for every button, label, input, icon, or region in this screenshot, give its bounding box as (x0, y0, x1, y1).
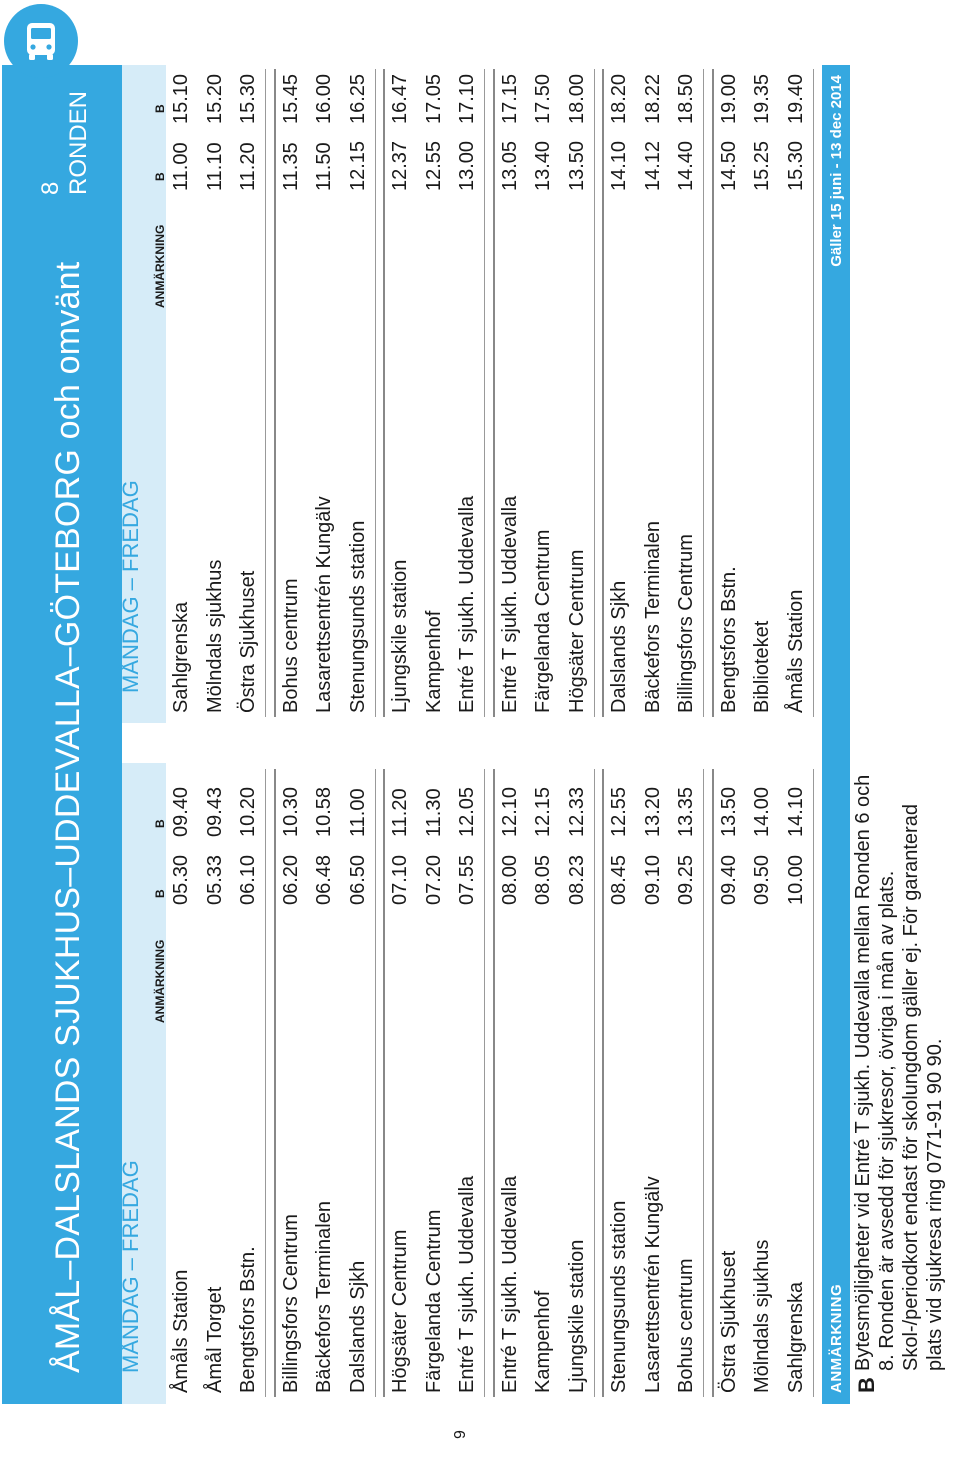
table-row (642, 73, 674, 713)
departure-time-1: 11.20 (237, 142, 259, 191)
row-divider (484, 69, 485, 717)
table-row (718, 73, 750, 713)
stop-name: Dalslands Sjkh (346, 1260, 369, 1393)
stop-name: Biblioteket (751, 620, 773, 713)
stop-name: Entré T sjukh. Uddevalla (456, 1175, 478, 1393)
departure-time-1: 15.30 (784, 140, 807, 191)
stop-name: Mölndals sjukhus (203, 559, 226, 713)
departure-time-1: 11.50 (313, 142, 335, 191)
departure-time-1: 09.50 (751, 854, 773, 905)
row-divider (594, 69, 595, 717)
right-col-b2: B (153, 104, 167, 113)
table-row (170, 73, 202, 713)
departure-time-1: 12.55 (422, 140, 445, 191)
departure-time-1: 07.10 (389, 854, 411, 905)
group-divider (602, 69, 604, 717)
departure-time-2: 11.30 (422, 788, 445, 837)
row-divider (484, 769, 485, 1397)
departure-time-1: 08.45 (608, 854, 630, 905)
departure-time-1: 07.55 (456, 854, 478, 905)
row-divider (375, 69, 376, 717)
departure-time-1: 15.25 (751, 140, 773, 191)
group-divider (274, 769, 276, 1397)
stop-name: Stenungsunds station (608, 1200, 630, 1393)
table-row (313, 773, 345, 1393)
table-row (170, 773, 202, 1393)
departure-time-2: 10.20 (237, 786, 259, 837)
departure-time-1: 12.15 (346, 140, 369, 191)
left-col-remark: ANMÄRKNING (153, 939, 167, 1023)
stop-name: Bengtsfors Bstn. (717, 566, 740, 713)
left-col-b2: B (153, 819, 167, 828)
departure-time-1: 11.10 (203, 142, 226, 191)
departure-time-2: 16.00 (313, 73, 335, 124)
departure-time-2: 18.20 (608, 73, 630, 124)
stop-name: Billingsfors Centrum (279, 1214, 302, 1393)
stop-name: Bäckefors Terminalen (313, 1201, 335, 1393)
left-day-label: MÅNDAG – FREDAG (118, 1160, 143, 1373)
table-row (389, 773, 421, 1393)
group-divider (274, 69, 276, 717)
table-row (718, 773, 750, 1393)
right-col-b1: B (153, 172, 167, 181)
stop-name: Sahlgrenska (170, 601, 192, 713)
row-divider (375, 769, 376, 1397)
table-row (313, 73, 345, 713)
note-key: B (854, 1377, 879, 1393)
departure-time-2: 15.20 (203, 73, 226, 124)
notes-title: ANMÄRKNING (827, 1283, 845, 1393)
departure-time-2: 11.20 (389, 788, 411, 837)
departure-time-1: 10.00 (784, 854, 807, 905)
departure-time-2: 17.10 (456, 73, 478, 124)
group-divider (493, 769, 495, 1397)
stop-name: Östra Sjukhuset (237, 570, 259, 713)
departure-time-2: 18.00 (565, 73, 588, 124)
stop-name: Sahlgrenska (784, 1281, 807, 1393)
departure-time-2: 10.30 (279, 786, 302, 837)
table-row (423, 773, 455, 1393)
departure-time-2: 12.33 (565, 786, 588, 837)
departure-time-2: 11.00 (346, 788, 369, 837)
departure-time-1: 14.10 (608, 140, 630, 191)
table-row (499, 73, 531, 713)
departure-time-2: 18.50 (675, 73, 697, 124)
departure-time-1: 13.05 (498, 140, 521, 191)
table-row (608, 773, 640, 1393)
table-row (608, 73, 640, 713)
note-line: Bytesmöjligheter vid Entré T sjukh. Uddevalla mellan Ronden 6 och (852, 774, 874, 1371)
departure-time-1: 13.00 (456, 140, 478, 191)
page-number: 9 (452, 1430, 469, 1439)
departure-time-2: 12.15 (532, 786, 554, 837)
departure-time-2: 16.25 (346, 73, 369, 124)
note-line: Skol-/periodkort endast för skolungdom gäller ej. För garanterad (900, 804, 922, 1371)
stop-name: Ljungskile station (389, 559, 411, 713)
stop-name: Ljungskile station (565, 1239, 588, 1393)
stop-name: Östra Sjukhuset (717, 1250, 740, 1393)
departure-time-2: 13.20 (641, 786, 664, 837)
table-row (499, 773, 531, 1393)
departure-time-1: 13.50 (565, 140, 588, 191)
row-divider (813, 769, 814, 1397)
stop-name: Kampenhof (532, 1290, 554, 1393)
validity-period: Gäller 15 juni - 13 dec 2014 (827, 75, 845, 267)
departure-time-1: 09.25 (675, 854, 697, 905)
departure-time-2: 13.50 (717, 786, 740, 837)
stop-name: Kampenhof (422, 610, 445, 713)
departure-time-2: 12.10 (498, 786, 521, 837)
departure-time-2: 19.40 (784, 73, 807, 124)
right-col-remark: ANMÄRKNING (153, 224, 167, 308)
row-divider (703, 69, 704, 717)
departure-time-2: 13.35 (675, 786, 697, 837)
departure-time-2: 19.35 (751, 73, 773, 124)
departure-time-1: 05.33 (203, 854, 226, 905)
departure-time-2: 17.50 (532, 73, 554, 124)
stop-name: Entré T sjukh. Uddevalla (456, 495, 478, 713)
departure-time-2: 15.30 (237, 73, 259, 124)
departure-time-1: 11.35 (279, 142, 302, 191)
departure-time-2: 15.10 (170, 73, 192, 124)
departure-time-1: 09.40 (717, 854, 740, 905)
stop-name: Entré T sjukh. Uddevalla (498, 495, 521, 713)
table-row (532, 773, 564, 1393)
stop-name: Mölndals sjukhus (751, 1239, 773, 1393)
stop-name: Färgelanda Centrum (422, 1209, 445, 1393)
row-divider (813, 69, 814, 717)
departure-time-1: 14.50 (717, 140, 740, 191)
departure-time-1: 06.50 (346, 854, 369, 905)
stop-name: Bengtsfors Bstn. (237, 1246, 259, 1393)
stop-name: Färgelanda Centrum (532, 529, 554, 713)
stop-name: Högsäter Centrum (389, 1229, 411, 1393)
table-row (423, 73, 455, 713)
stop-name: Stenungsunds station (346, 520, 369, 713)
group-divider (493, 69, 495, 717)
row-divider (594, 769, 595, 1397)
departure-time-2: 17.15 (498, 73, 521, 124)
stop-name: Åmåls Station (170, 1269, 192, 1393)
departure-time-1: 06.10 (237, 854, 259, 905)
departure-time-2: 17.05 (422, 73, 445, 124)
departure-time-1: 06.48 (313, 854, 335, 905)
table-row (389, 73, 421, 713)
table-row (204, 73, 236, 713)
stop-name: Lasarettsentrén Kungälv (313, 496, 335, 713)
stop-name: Billingsfors Centrum (675, 534, 697, 713)
departure-time-1: 12.37 (389, 140, 411, 191)
note-line: plats vid sjukresa ring 0771-91 90 90. (924, 1038, 946, 1371)
departure-time-1: 05.30 (170, 854, 192, 905)
row-divider (265, 69, 266, 717)
departure-time-1: 09.10 (641, 854, 664, 905)
departure-time-1: 08.05 (532, 854, 554, 905)
left-col-b1: B (153, 889, 167, 898)
departure-time-2: 19.00 (717, 73, 740, 124)
departure-time-2: 12.05 (456, 786, 478, 837)
group-divider (383, 69, 385, 717)
row-divider (265, 769, 266, 1397)
group-divider (602, 769, 604, 1397)
group-divider (712, 769, 714, 1397)
table-row (280, 73, 312, 713)
group-divider (712, 69, 714, 717)
departure-time-1: 08.23 (565, 854, 588, 905)
stop-name: Åmåls Station (784, 589, 807, 713)
row-divider (703, 769, 704, 1397)
departure-time-1: 13.40 (532, 140, 554, 191)
departure-time-2: 15.45 (279, 73, 302, 124)
departure-time-2: 14.10 (784, 786, 807, 837)
stop-name: Bohus centrum (675, 1258, 697, 1393)
table-row (751, 773, 783, 1393)
departure-time-1: 14.12 (641, 140, 664, 191)
departure-time-1: 14.40 (675, 140, 697, 191)
table-row (280, 773, 312, 1393)
table-row (532, 73, 564, 713)
route-number: 8 RONDEN (37, 90, 92, 195)
stop-name: Entré T sjukh. Uddevalla (498, 1175, 521, 1393)
departure-time-1: 06.20 (279, 854, 302, 905)
departure-time-1: 08.00 (498, 854, 521, 905)
stop-name: Bäckefors Terminalen (641, 521, 664, 713)
stop-name: Lasarettsentrén Kungälv (641, 1176, 664, 1393)
departure-time-1: 07.20 (422, 854, 445, 905)
departure-time-2: 09.43 (203, 786, 226, 837)
table-row (204, 773, 236, 1393)
stop-name: Bohus centrum (279, 578, 302, 713)
bus-icon (4, 4, 78, 78)
note-line: 8. Ronden är avsedd för sjukresor, övriga i mån av plats. (876, 870, 898, 1371)
group-divider (383, 769, 385, 1397)
departure-time-1: 11.00 (170, 142, 192, 191)
stop-name: Åmål Torget (203, 1286, 226, 1393)
stop-name: Dalslands Sjkh (608, 580, 630, 713)
departure-time-2: 16.47 (389, 73, 411, 124)
stop-name: Högsäter Centrum (565, 549, 588, 713)
departure-time-2: 18.22 (641, 73, 664, 124)
departure-time-2: 14.00 (751, 786, 773, 837)
table-row (751, 73, 783, 713)
departure-time-2: 12.55 (608, 786, 630, 837)
table-row (642, 773, 674, 1393)
departure-time-2: 10.58 (313, 786, 335, 837)
page-title: ÅMÅL–DALSLANDS SJUKHUS–UDDEVALLA–GÖTEBORG och omvänt (48, 261, 87, 1373)
departure-time-2: 09.40 (170, 786, 192, 837)
right-day-label: MÅNDAG – FREDAG (118, 480, 143, 693)
